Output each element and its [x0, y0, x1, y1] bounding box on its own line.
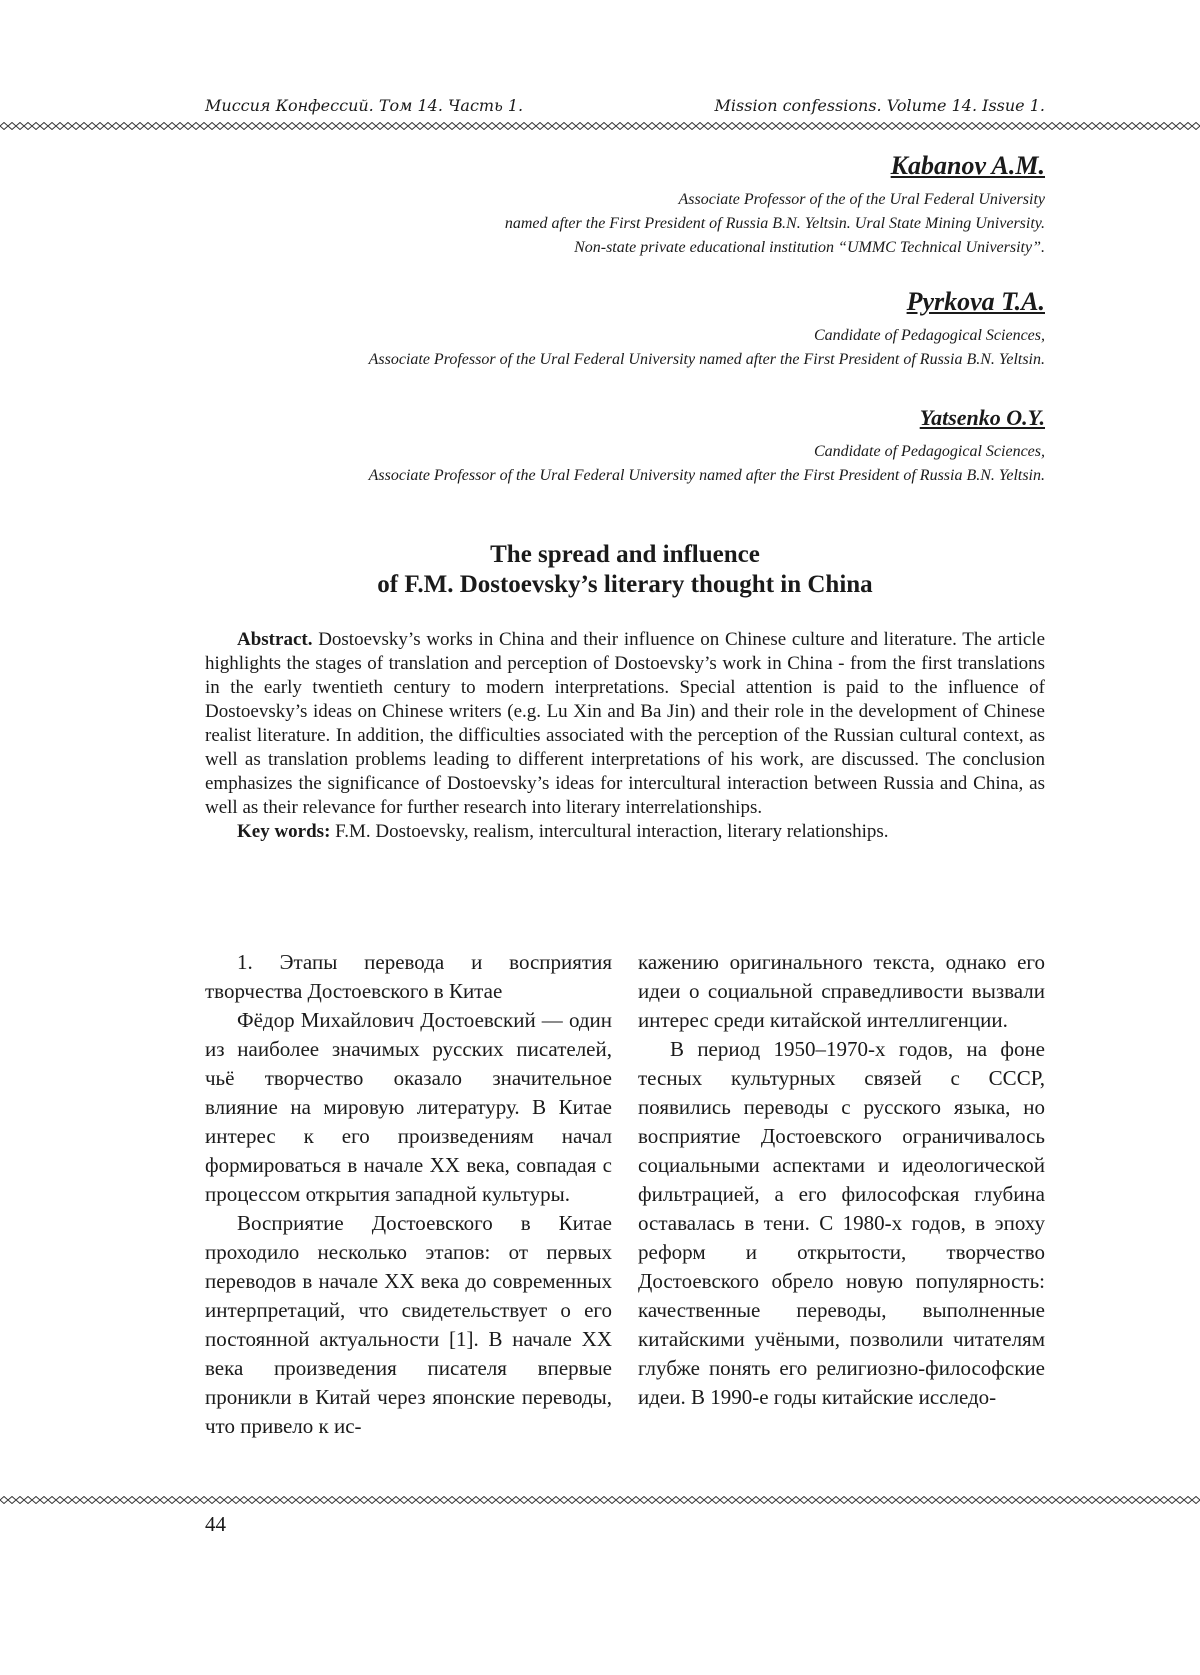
ornament-border-bottom — [0, 1496, 1200, 1504]
running-head-right: Mission confessions. Volume 14. Issue 1. — [714, 96, 1045, 115]
article-title — [205, 540, 1045, 600]
body-paragraph: В период 1950–1970-х годов, на фоне тесных культурных связей с СССР, появились переводы с русского языка, но восприятие Достоевского ограничивалось социальными аспектами и идеологической фильтрацией, а его философская глубина оставалась в тени. С 1980-х годов, в эпоху реформ и открытости, творчество Достоевского обрело новую популярность: качественные переводы, выполненные китайскими учёными, позволили читателям глубже понять его религиозно-философские идеи. В 1990-е годы китайские исследо- — [638, 1037, 1045, 1409]
author-affiliation-line: Candidate of Pedagogical Sciences, — [813, 327, 1045, 344]
page-number: 44 — [205, 1512, 226, 1536]
author-affiliation-line: Associate Professor of the Ural Federal University named after the First President of Russia B.N. Yeltsin. — [368, 351, 1045, 368]
body-paragraph-continued: кажению оригинального текста, однако его идеи о социальной справедливости вызвали интерес среди китайской интеллигенции. — [638, 950, 1045, 1032]
author-block-kabanov — [505, 150, 1045, 260]
abstract-paragraph — [205, 628, 1045, 820]
ornament-border-top — [0, 122, 1200, 130]
keywords-paragraph — [205, 820, 1045, 844]
article-title-line: of F.M. Dostoevsky’s literary thought in China — [377, 571, 873, 598]
abstract — [205, 628, 1045, 844]
author-affiliation-line: Associate Professor of the Ural Federal University named after the First President of Russia B.N. Yeltsin. — [368, 467, 1045, 484]
abstract-text: Dostoevsky’s works in China and their influence on Chinese culture and literature. The article highlights the stages of translation and perception of Dostoevsky’s work in China - from the first translations in the early twentieth century to modern interpretations. Special attention is paid to the influence of Dostoevsky’s ideas on Chinese writers (e.g. Lu Xin and Ba Jin) and their role in the development of Chinese realist literature. In addition, the difficulties associated with the perception of the Russian cultural context, as well as translation problems leading to different interpretations of his work, are discussed. The conclusion emphasizes the significance of Dostoevsky’s ideas for intercultural interaction between Russia and China, as well as their relevance for further research into literary interrelationships. — [205, 629, 1045, 818]
abstract-label: Abstract. — [237, 629, 313, 650]
author-affiliation-line: Candidate of Pedagogical Sciences, — [813, 443, 1045, 460]
keywords-text: F.M. Dostoevsky, realism, intercultural interaction, literary relationships. — [335, 821, 889, 842]
author-name: Yatsenko O.Y. — [919, 405, 1045, 430]
body-column-left — [205, 948, 612, 1468]
body-column-right — [638, 948, 1045, 1468]
body-columns — [205, 948, 1045, 1468]
running-head-left: Миссия Конфессий. Том 14. Часть 1. — [205, 96, 524, 115]
author-block-pyrkova — [369, 286, 1045, 372]
author-affiliation-line: named after the First President of Russia B.N. Yeltsin. Ural State Mining University. — [504, 215, 1045, 232]
section-heading: 1. Этапы перевода и восприятия творчества Достоевского в Китае — [205, 950, 612, 1003]
keywords-label: Key words: — [237, 821, 331, 842]
body-paragraph: Фёдор Михайлович Достоевский — один из наиболее значимых русских писателей, чьё творчество оказало значительное влияние на мировую литературу. В Китае интерес к его произведениям начал формироваться в начале XX века, совпадая с процессом открытия западной культуры. — [205, 1008, 612, 1206]
author-affiliation-line: Non-state private educational institution “UMMC Technical University”. — [574, 239, 1045, 256]
author-block-yatsenko — [369, 402, 1045, 488]
body-paragraph: Восприятие Достоевского в Китае проходило несколько этапов: от первых переводов в начале XX века до современных интерпретаций, что свидетельствует о его постоянной актуальности [1]. В начале XX века произведения писателя впервые проникли в Китай через японские переводы, что привело к ис- — [205, 1211, 612, 1438]
author-affiliation-line: Associate Professor of the of the Ural Federal University — [678, 191, 1045, 208]
author-name: Pyrkova T.A. — [906, 287, 1045, 316]
running-head — [205, 96, 1045, 120]
article-title-line: The spread and influence — [490, 541, 760, 568]
author-name: Kabanov A.M. — [890, 151, 1045, 180]
